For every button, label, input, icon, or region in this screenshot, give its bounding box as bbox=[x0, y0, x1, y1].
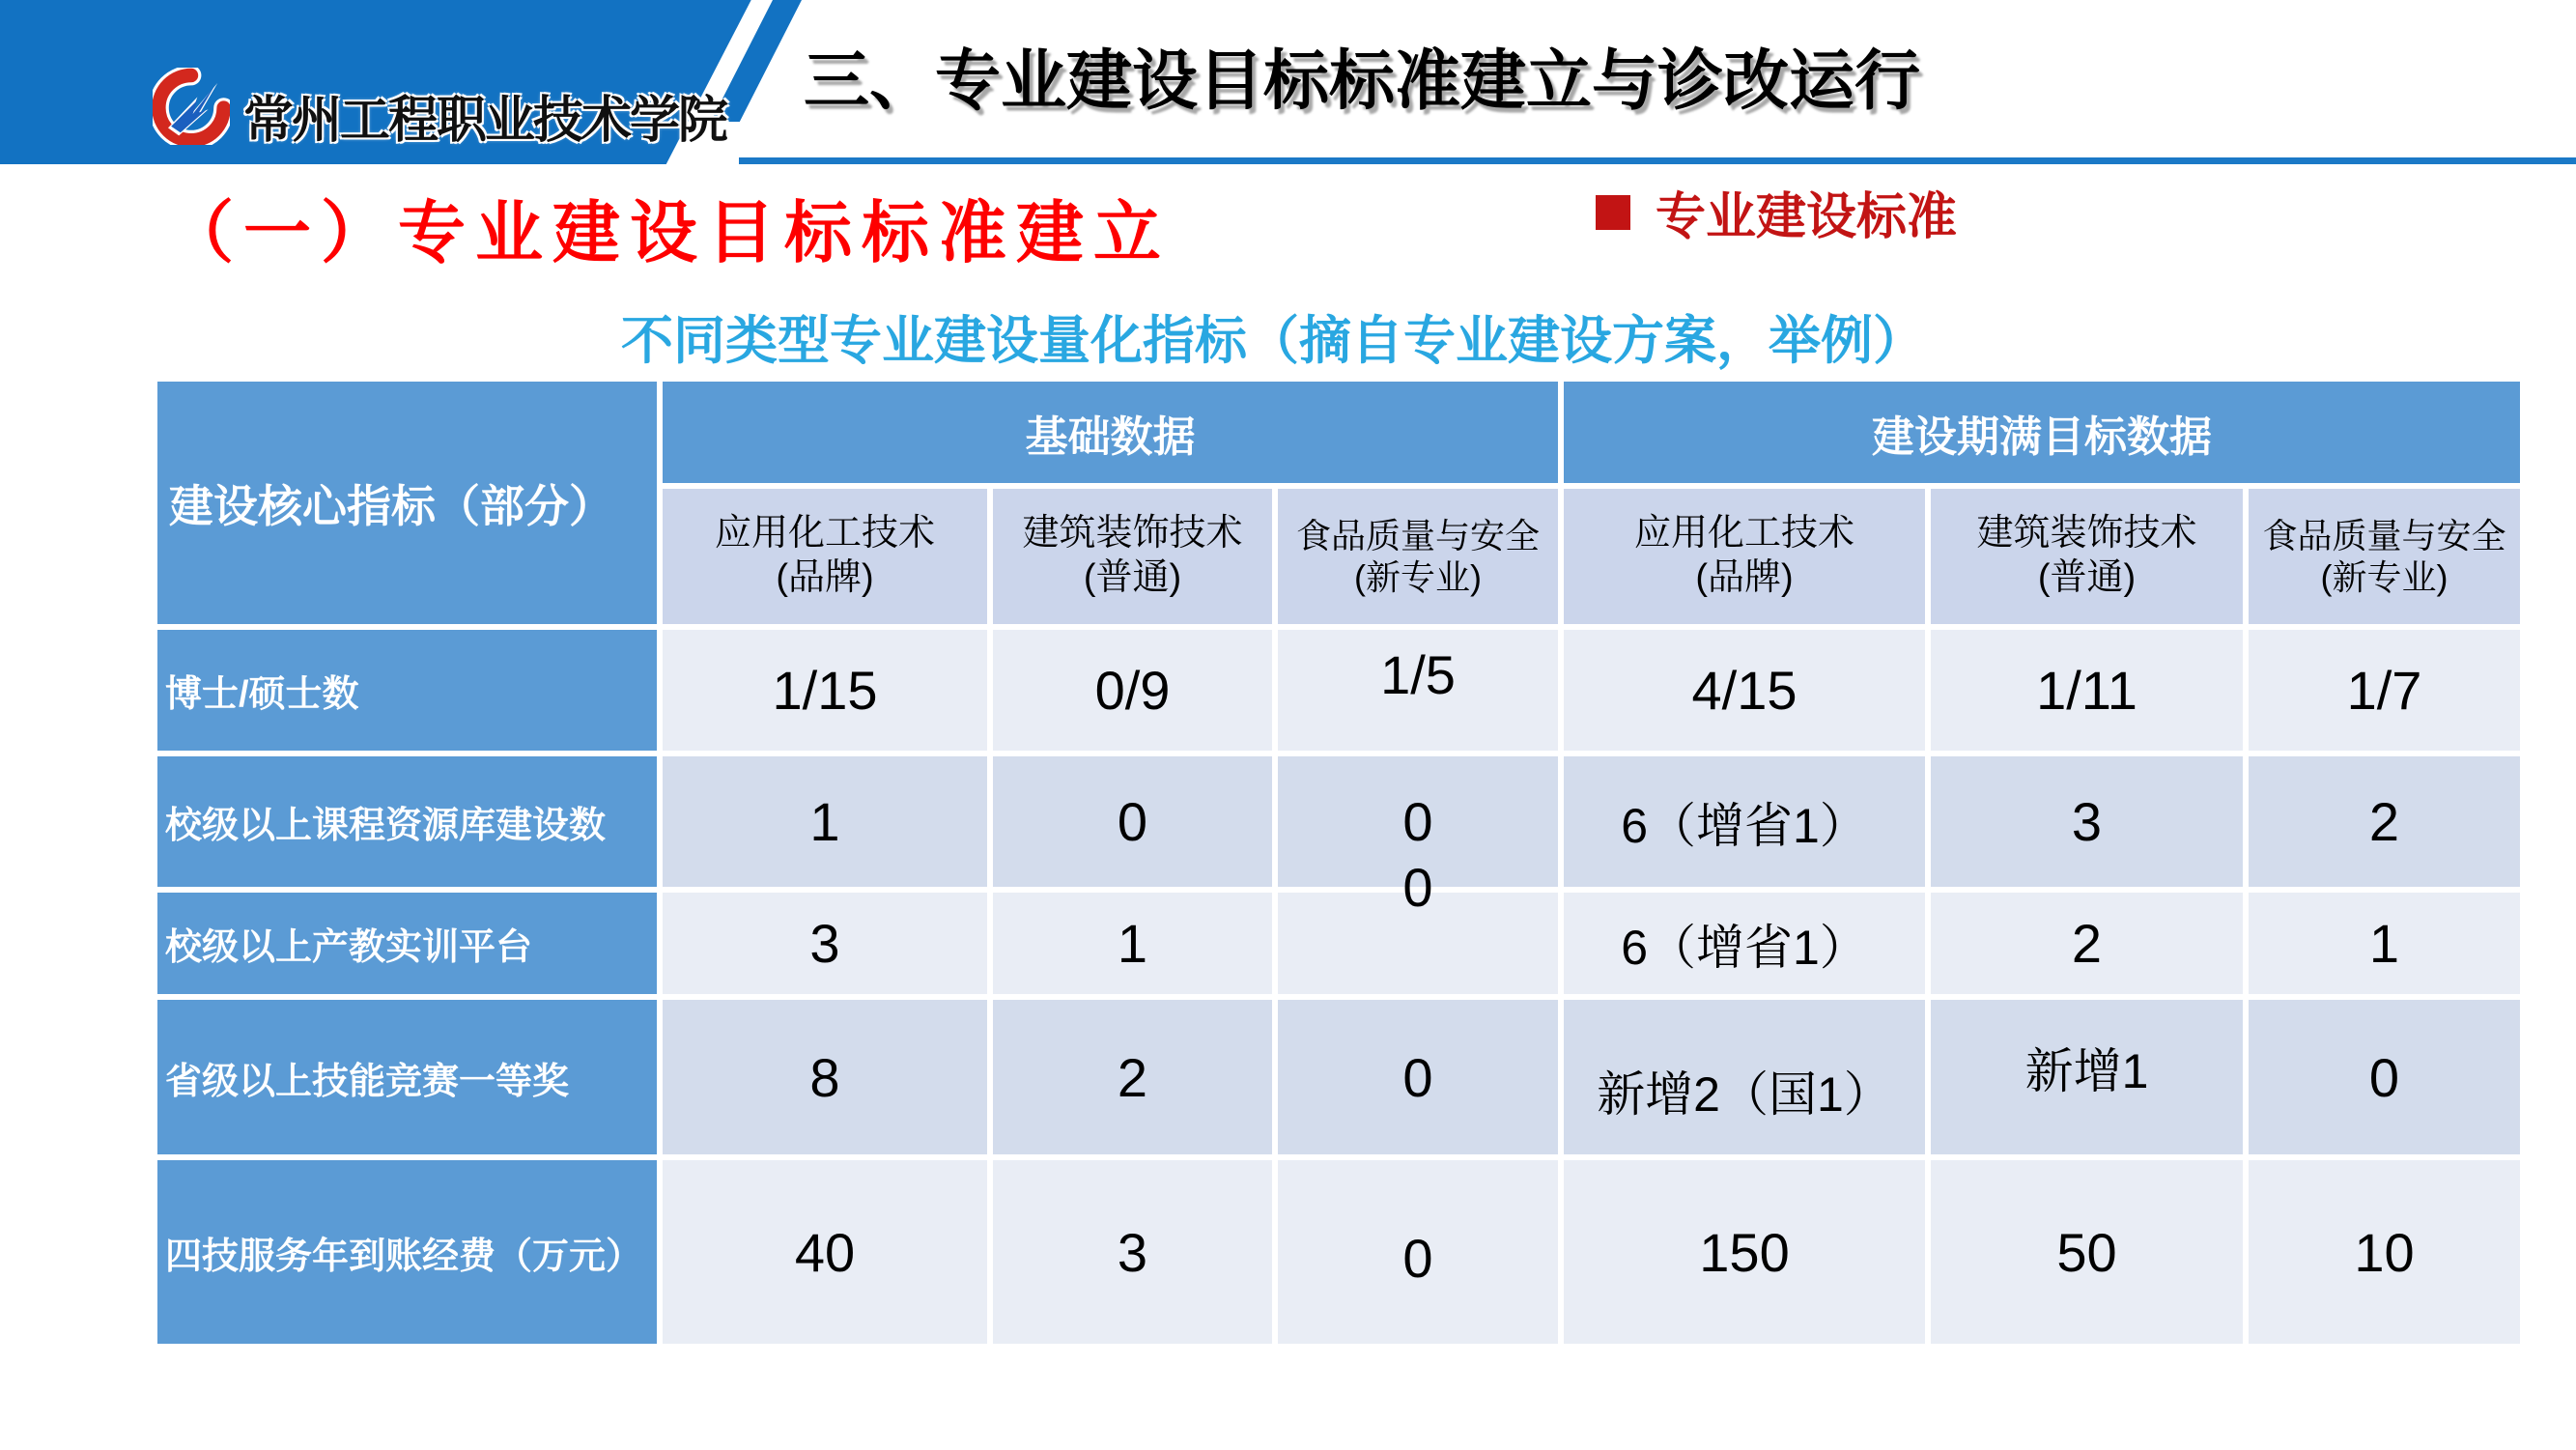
table-cell: 1 bbox=[993, 893, 1272, 994]
row-label: 四技服务年到账经费（万元） bbox=[157, 1160, 657, 1344]
school-name: 常州工程职业技术学院 bbox=[243, 91, 727, 150]
school-logo-icon bbox=[153, 68, 230, 145]
column-header: 应用化工技术 (品牌) bbox=[1564, 489, 1925, 624]
table-cell: 10 bbox=[2249, 1160, 2520, 1344]
table-cell: 新增1 bbox=[1931, 1000, 2243, 1154]
table-cell: 3 bbox=[1931, 756, 2243, 887]
indicator-table bbox=[157, 382, 2520, 1344]
section-heading: （一）专业建设目标标准建立 bbox=[166, 195, 1171, 270]
table-cell: 6（增省1） bbox=[1564, 756, 1925, 887]
table-cell: 0 bbox=[1278, 1160, 1558, 1344]
table-cell: 3 bbox=[663, 893, 987, 994]
row-label: 校级以上产教实训平台 bbox=[157, 893, 657, 994]
column-header: 建筑装饰技术 (普通) bbox=[993, 489, 1272, 624]
table-cell: 2 bbox=[2249, 756, 2520, 887]
table-caption: 不同类型专业建设量化指标（摘自专业建设方案，举例） bbox=[621, 312, 1925, 370]
table-cell: 1 bbox=[663, 756, 987, 887]
table-cell: 8 bbox=[663, 1000, 987, 1154]
table-cell: 2 bbox=[1931, 893, 2243, 994]
table-cell: 0 bbox=[2249, 1000, 2520, 1154]
row-label: 省级以上技能竞赛一等奖 bbox=[157, 1000, 657, 1154]
table-cell: 0 bbox=[993, 756, 1272, 887]
table-cell: 1/11 bbox=[1931, 630, 2243, 751]
title-rule bbox=[739, 157, 2576, 164]
table-cell: 0 bbox=[1278, 756, 1558, 887]
table-cell: 40 bbox=[663, 1160, 987, 1344]
table-cell: 150 bbox=[1564, 1160, 1925, 1344]
slide-title: 三、专业建设目标标准建立与诊改运行 bbox=[804, 44, 1921, 118]
row-label: 博士/硕士数 bbox=[157, 630, 657, 751]
table-cell: 0 bbox=[1278, 1000, 1558, 1154]
group-header-base: 基础数据 bbox=[663, 382, 1558, 483]
column-header: 建筑装饰技术 (普通) bbox=[1931, 489, 2243, 624]
table-cell: 1 bbox=[2249, 893, 2520, 994]
row-label: 校级以上课程资源库建设数 bbox=[157, 756, 657, 887]
bullet-label: 专业建设标准 bbox=[1656, 189, 1958, 245]
bullet-square-icon bbox=[1596, 195, 1630, 230]
table-cell: 0/9 bbox=[993, 630, 1272, 751]
table-cell: 1/5 bbox=[1278, 630, 1558, 751]
column-header: 应用化工技术 (品牌) bbox=[663, 489, 987, 624]
table-cell: 4/15 bbox=[1564, 630, 1925, 751]
table-cell: 1/7 bbox=[2249, 630, 2520, 751]
column-header: 食品质量与安全 (新专业) bbox=[2249, 489, 2520, 624]
bullet-row bbox=[1596, 176, 1957, 248]
table-cell: 3 bbox=[993, 1160, 1272, 1344]
table-cell: 新增2（国1） bbox=[1564, 1000, 1925, 1154]
column-header: 食品质量与安全 (新专业) bbox=[1278, 489, 1558, 624]
corner-header: 建设核心指标（部分） bbox=[157, 382, 657, 624]
table-cell: 2 bbox=[993, 1000, 1272, 1154]
table-cell: 0 bbox=[1278, 893, 1558, 994]
group-header-target: 建设期满目标数据 bbox=[1564, 382, 2520, 483]
table-cell: 1/15 bbox=[663, 630, 987, 751]
table-cell: 50 bbox=[1931, 1160, 2243, 1344]
table-cell: 6（增省1） bbox=[1564, 893, 1925, 994]
